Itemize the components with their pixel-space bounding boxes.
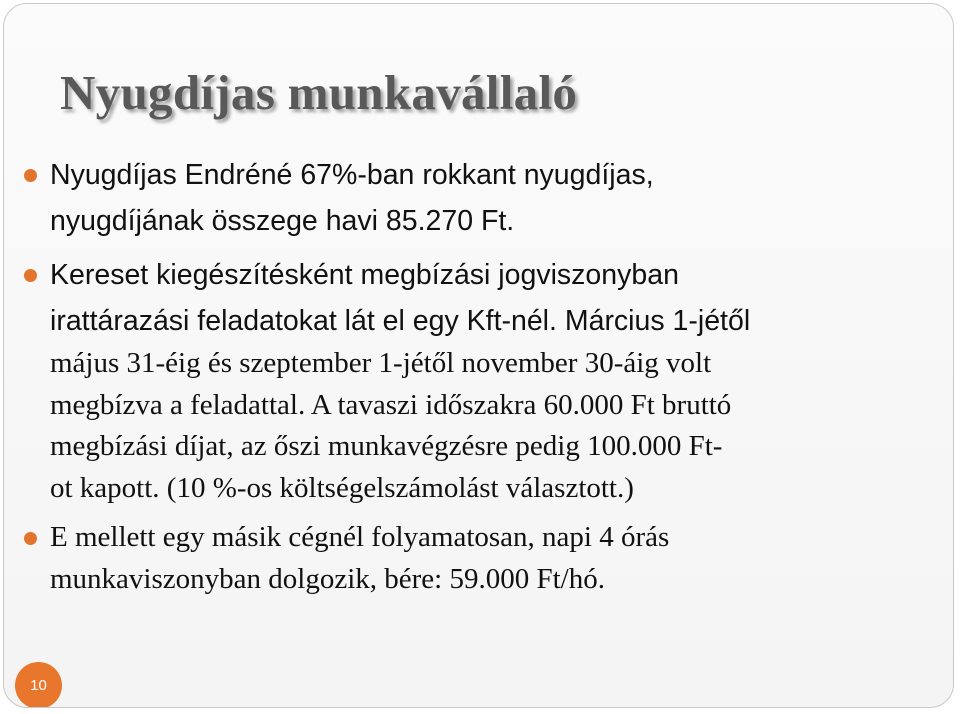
bullet-line: Nyugdíjas Endréné 67%-ban rokkant nyugdíjas, — [50, 159, 654, 191]
bullet-dot-icon — [24, 169, 37, 182]
bullet-line: E mellett egy másik cégnél folyamatosan, napi 4 órás — [50, 521, 670, 553]
bullet-item-3 — [50, 517, 930, 600]
bullet-list — [50, 152, 930, 608]
bullet-item-1 — [50, 152, 930, 244]
bullet-line: irattárazási feladatokat lát el egy Kft-nél. Március 1-jétől — [50, 305, 751, 337]
bullet-item-2 — [50, 252, 930, 344]
bullet-dot-icon — [24, 532, 37, 545]
bullet-dot-icon — [24, 269, 37, 282]
bullet-line: nyugdíjának összege havi 85.270 Ft. — [50, 205, 515, 237]
bullet-line: ot kapott. (10 %-os költségelszámolást választott.) — [50, 471, 634, 504]
bullet-line: Kereset kiegészítésként megbízási jogviszonyban — [50, 259, 679, 291]
bullet-line: megbízva a feladattal. A tavaszi időszakra 60.000 Ft bruttó — [50, 388, 732, 421]
page-number-badge: 10 — [15, 662, 62, 708]
slide — [3, 3, 954, 708]
bullet-line: május 31-éig és szeptember 1-jétől november 30-áig volt — [50, 347, 712, 379]
bullet-line: munkaviszonyban dolgozik, bére: 59.000 Ft/hó. — [50, 562, 605, 595]
slide-title: Nyugdíjas munkavállaló — [60, 65, 578, 120]
bullet-line: megbízási díjat, az őszi munkavégzésre pedig 100.000 Ft- — [50, 430, 723, 462]
bullet-item-2-continued — [50, 343, 930, 509]
